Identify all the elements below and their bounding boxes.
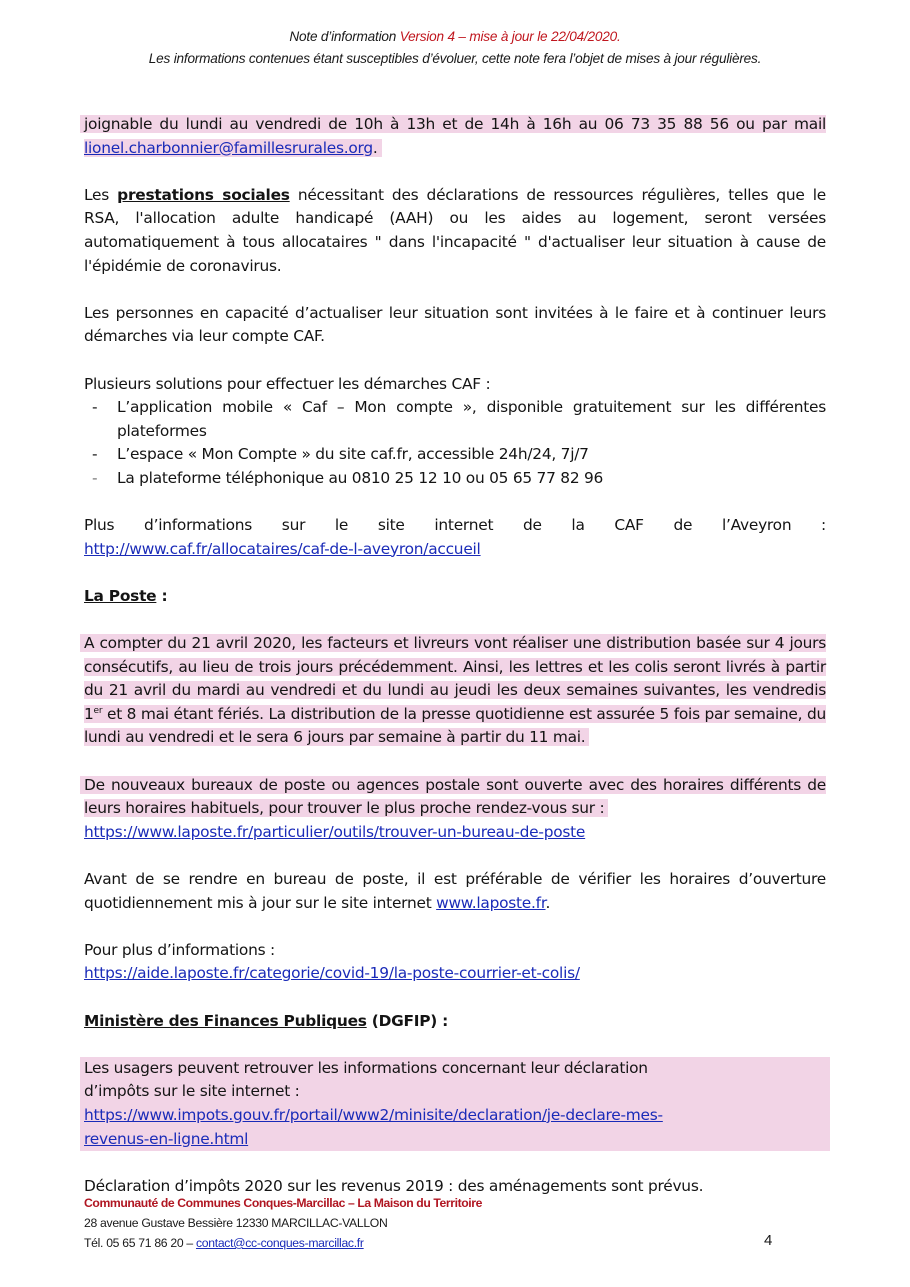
dash-bullet-icon: - xyxy=(92,468,98,487)
bureaux-paragraph xyxy=(84,774,826,821)
contact-email-link[interactable]: lionel.charbonnier@famillesrurales.org xyxy=(84,138,373,157)
caf-more-info-text: Plus d’informations sur le site internet de la CAF de l’Aveyron : xyxy=(84,516,826,535)
list-item: - L’application mobile « Caf – Mon compte », disponible gratuitement sur les différentes plateformes xyxy=(92,398,826,440)
prestations-paragraph: Les prestations sociales nécessitant des déclarations de ressources régulières, telles que le RSA, l'allocation adulte handicapé (AAH) ou les aides au logement, seront versées automatiquement à tous allocataires " dans l'incapacité " d'actualiser leur situation à cause de l'épidémie de coronavirus. xyxy=(84,185,826,275)
la-poste-heading: La Poste : xyxy=(84,586,168,605)
plus-info-link-line xyxy=(84,962,826,986)
dash-bullet-icon: - xyxy=(92,398,98,417)
impots-link[interactable]: https://www.impots.gouv.fr/portail/www2/minisite/declaration/je-declare-mes- xyxy=(84,1105,663,1124)
solutions-list xyxy=(84,396,826,490)
laposte-link[interactable]: www.laposte.fr xyxy=(436,893,546,912)
footer-organization: Communauté de Communes Conques-Marcillac – La Maison du Territoire xyxy=(84,1196,482,1210)
header-line-1: Note d’information Version 4 – mise à jour le 22/04/2020. xyxy=(289,29,621,44)
caf-aveyron-link[interactable]: http://www.caf.fr/allocataires/caf-de-l-aveyron/accueil xyxy=(84,539,481,558)
caf-contact-paragraph xyxy=(84,113,826,160)
distribution-paragraph xyxy=(84,632,826,750)
footer-address: 28 avenue Gustave Bessière 12330 MARCILLAC-VALLON xyxy=(84,1216,388,1230)
document-body xyxy=(84,113,826,1198)
footer-email-link[interactable]: contact@cc-conques-marcillac.fr xyxy=(195,1236,364,1250)
bureaux-link-line xyxy=(84,821,826,845)
highlighted-text: joignable du lundi au vendredi de 10h à 13h et de 14h à 16h au 06 73 35 88 56 ou par mail lionel.charbonnier@famillesrurales.org. xyxy=(80,115,826,157)
solutions-intro: Plusieurs solutions pour effectuer les démarches CAF : xyxy=(84,374,491,393)
version-label: Version 4 – mise à jour le 22/04/2020. xyxy=(399,29,621,44)
highlighted-text: De nouveaux bureaux de poste ou agences postale sont ouverte avec des horaires différents de leurs horaires habituels, pour trouver le plus proche rendez-vous sur : xyxy=(80,776,826,818)
footer-contact: Tél. 05 65 71 86 20 – contact@cc-conques-marcillac.fr xyxy=(84,1236,364,1250)
plus-info-label: Pour plus d’informations : xyxy=(84,940,275,959)
page-number: 4 xyxy=(764,1232,773,1249)
capacite-paragraph: Les personnes en capacité d’actualiser leur situation sont invitées à le faire et à continuer leurs démarches via leur compte CAF. xyxy=(84,303,826,346)
declaration-paragraph: Déclaration d’impôts 2020 sur les revenus 2019 : des aménagements sont prévus. xyxy=(84,1176,704,1195)
prestations-heading: prestations sociales xyxy=(117,185,290,204)
trouver-bureau-link[interactable]: https://www.laposte.fr/particulier/outils/trouver-un-bureau-de-poste xyxy=(84,822,586,841)
caf-more-info-line xyxy=(84,538,826,562)
document-header xyxy=(0,26,910,70)
impots-link-continued[interactable]: revenus-en-ligne.html xyxy=(84,1129,249,1148)
dgfip-heading: Ministère des Finances Publiques (DGFIP) : xyxy=(84,1011,449,1030)
document-footer xyxy=(84,1193,784,1253)
list-item: - La plateforme téléphonique au 0810 25 12 10 ou 05 65 77 82 96 xyxy=(84,467,826,491)
verifier-paragraph: Avant de se rendre en bureau de poste, il est préférable de vérifier les horaires d’ouverture quotidiennement mis à jour sur le site internet www.laposte.fr. xyxy=(84,870,826,912)
dash-bullet-icon: - xyxy=(92,445,98,464)
highlighted-text: A compter du 21 avril 2020, les facteurs et livreurs vont réaliser une distribution basée sur 4 jours consécutifs, au lieu de trois jours précédemment. Ainsi, les lettres et les colis seront livrés à partir du 21 avril du mardi au vendredi et du lundi au jeudi les deux semaines suivantes, les vendredis 1er et 8 mai étant fériés. La distribution de la presse quotidienne est assurée 5 fois par semaine, du lundi au vendredi et le sera 6 jours par semaine à partir du 11 mai. xyxy=(80,634,826,746)
dgfip-highlight-block: Les usagers peuvent retrouver les informations concernant leur déclaration d’impôts sur le site internet : https://www.impots.gouv.fr/portail/www2/minisite/declaration/je-declare-mes- revenus-en-ligne.html xyxy=(80,1057,830,1151)
list-item: - L’espace « Mon Compte » du site caf.fr, accessible 24h/24, 7j/7 xyxy=(84,443,826,467)
aide-laposte-link[interactable]: https://aide.laposte.fr/categorie/covid-19/la-poste-courrier-et-colis/ xyxy=(84,964,580,983)
header-line-2: Les informations contenues étant susceptibles d’évoluer, cette note fera l’objet de mises à jour régulières. xyxy=(148,51,762,66)
